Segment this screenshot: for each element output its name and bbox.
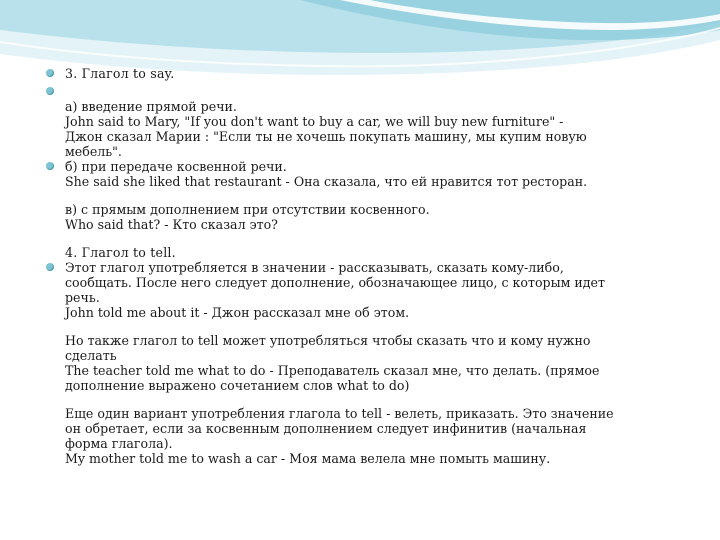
slide-content: [46, 66, 676, 466]
text-line: речь.: [65, 290, 100, 305]
text-line: Джон сказал Марии : "Если ты не хочешь покупать машину, мы купим новую: [65, 129, 587, 144]
text-line: Но также глагол to tell может употребляться чтобы сказать что и кому нужно: [65, 333, 591, 348]
bullet-icon: [46, 69, 54, 77]
text-line: а) введение прямой речи.: [65, 99, 237, 114]
text-line: сообщать. После него следует дополнение, обозначающее лицо, с которым идет: [65, 275, 605, 290]
bullet-item-tell: [46, 260, 676, 466]
text-line: John said to Mary, "If you don't want to buy a car, we will buy new furniture" -: [65, 114, 564, 129]
text-line: Этот глагол употребляется в значении - рассказывать, сказать кому-либо,: [65, 260, 564, 275]
text-line: My mother told me to wash a car - Моя мама велела мне помыть машину.: [65, 451, 551, 466]
section-heading: 4. Глагол to tell.: [65, 245, 176, 260]
section-heading: 3. Глагол to say.: [65, 66, 175, 81]
text-line: сделать: [65, 348, 117, 363]
text-line: Who said that? - Кто сказал это?: [65, 217, 278, 232]
text-line: он обретает, если за косвенным дополнением следует инфинитив (начальная: [65, 421, 587, 436]
bullet-item-direct-speech: [46, 84, 676, 159]
text-line: [65, 84, 676, 99]
bullet-item-say-heading: [46, 66, 676, 81]
text-line: The teacher told me what to do - Преподаватель сказал мне, что делать. (прямое: [65, 363, 600, 378]
bullet-icon: [46, 87, 54, 95]
text-line: б) при передаче косвенной речи.: [65, 159, 287, 174]
text-line: She said she liked that restaurant - Она сказала, что ей нравится тот ресторан.: [65, 174, 588, 189]
text-line: форма глагола).: [65, 436, 173, 451]
text-line: в) с прямым дополнением при отсутствии косвенного.: [65, 202, 430, 217]
text-line: Еще один вариант употребления глагола to tell - велеть, приказать. Это значение: [65, 406, 614, 421]
bullet-item-indirect-speech: [46, 159, 676, 260]
bullet-icon: [46, 263, 54, 271]
text-line: John told me about it - Джон рассказал мне об этом.: [65, 305, 410, 320]
text-line: дополнение выражено сочетанием слов what to do): [65, 378, 410, 393]
text-line: мебель".: [65, 144, 122, 159]
bullet-icon: [46, 162, 54, 170]
